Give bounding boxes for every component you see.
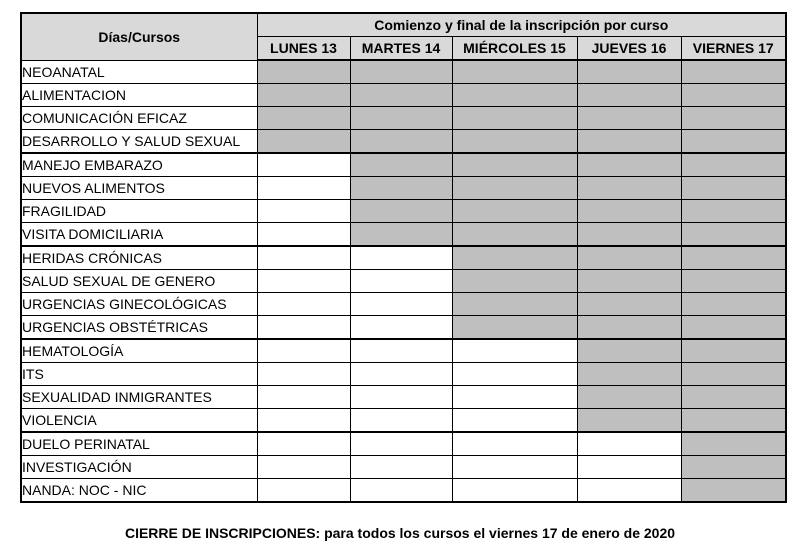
table-row <box>21 106 786 129</box>
enrollment-closed-cell <box>452 362 577 385</box>
group-header: Comienzo y final de la inscripción por curso <box>257 13 786 37</box>
enrollment-closed-cell <box>257 339 350 363</box>
enrollment-open-cell <box>350 153 452 177</box>
day-header-friday: VIERNES 17 <box>681 37 786 61</box>
course-name: SEXUALIDAD INMIGRANTES <box>21 385 257 408</box>
table-row <box>21 385 786 408</box>
enrollment-open-cell <box>452 129 577 153</box>
enrollment-closed-cell <box>577 455 681 478</box>
table-row <box>21 60 786 83</box>
enrollment-open-cell <box>577 385 681 408</box>
enrollment-open-cell <box>681 315 786 339</box>
enrollment-open-cell <box>257 83 350 106</box>
enrollment-closed-cell <box>452 455 577 478</box>
enrollment-schedule-table <box>20 12 787 503</box>
course-name: SALUD SEXUAL DE GENERO <box>21 269 257 292</box>
enrollment-open-cell <box>577 222 681 246</box>
enrollment-open-cell <box>452 269 577 292</box>
enrollment-closed-cell <box>257 292 350 315</box>
enrollment-closed-cell <box>350 315 452 339</box>
enrollment-closed-cell <box>350 339 452 363</box>
enrollment-open-cell <box>681 246 786 270</box>
enrollment-open-cell <box>681 478 786 502</box>
enrollment-closed-cell <box>257 432 350 456</box>
enrollment-closed-cell <box>257 199 350 222</box>
enrollment-open-cell <box>577 83 681 106</box>
enrollment-open-cell <box>681 106 786 129</box>
enrollment-closed-cell <box>350 455 452 478</box>
enrollment-closed-cell <box>577 478 681 502</box>
course-name: DUELO PERINATAL <box>21 432 257 456</box>
enrollment-closed-cell <box>350 478 452 502</box>
enrollment-open-cell <box>452 176 577 199</box>
enrollment-closed-cell <box>452 478 577 502</box>
table-row <box>21 432 786 456</box>
enrollment-closed-cell <box>257 478 350 502</box>
enrollment-closed-cell <box>577 432 681 456</box>
enrollment-open-cell <box>681 222 786 246</box>
enrollment-open-cell <box>452 315 577 339</box>
table-row <box>21 269 786 292</box>
enrollment-open-cell <box>577 176 681 199</box>
enrollment-open-cell <box>681 432 786 456</box>
course-name: INVESTIGACIÓN <box>21 455 257 478</box>
enrollment-closed-cell <box>350 269 452 292</box>
table-row <box>21 199 786 222</box>
day-header-monday: LUNES 13 <box>257 37 350 61</box>
enrollment-open-cell <box>350 129 452 153</box>
enrollment-open-cell <box>257 106 350 129</box>
course-name: DESARROLLO Y SALUD SEXUAL <box>21 129 257 153</box>
enrollment-closed-cell <box>257 362 350 385</box>
enrollment-open-cell <box>452 153 577 177</box>
enrollment-closing-note: CIERRE DE INSCRIPCIONES: para todos los cursos el viernes 17 de enero de 2020 <box>124 525 676 541</box>
enrollment-closed-cell <box>257 315 350 339</box>
enrollment-open-cell <box>350 106 452 129</box>
enrollment-open-cell <box>577 129 681 153</box>
enrollment-open-cell <box>577 339 681 363</box>
enrollment-open-cell <box>577 153 681 177</box>
table-row <box>21 478 786 502</box>
enrollment-open-cell <box>452 292 577 315</box>
course-name: NANDA: NOC - NIC <box>21 478 257 502</box>
table-row <box>21 339 786 363</box>
course-name: HERIDAS CRÓNICAS <box>21 246 257 270</box>
enrollment-open-cell <box>452 83 577 106</box>
course-name: VIOLENCIA <box>21 408 257 432</box>
enrollment-open-cell <box>257 129 350 153</box>
course-name: VISITA DOMICILIARIA <box>21 222 257 246</box>
enrollment-open-cell <box>577 60 681 83</box>
enrollment-open-cell <box>350 176 452 199</box>
enrollment-open-cell <box>681 129 786 153</box>
enrollment-closed-cell <box>350 362 452 385</box>
enrollment-closed-cell <box>452 339 577 363</box>
enrollment-open-cell <box>577 246 681 270</box>
table-row <box>21 129 786 153</box>
table-row <box>21 408 786 432</box>
enrollment-open-cell <box>681 199 786 222</box>
table-row <box>21 153 786 177</box>
enrollment-closed-cell <box>350 385 452 408</box>
course-name: FRAGILIDAD <box>21 199 257 222</box>
enrollment-open-cell <box>681 408 786 432</box>
enrollment-open-cell <box>681 176 786 199</box>
course-name: URGENCIAS OBSTÉTRICAS <box>21 315 257 339</box>
enrollment-closed-cell <box>257 176 350 199</box>
enrollment-closed-cell <box>452 385 577 408</box>
enrollment-closed-cell <box>257 246 350 270</box>
day-header-thursday: JUEVES 16 <box>577 37 681 61</box>
enrollment-open-cell <box>350 222 452 246</box>
enrollment-open-cell <box>257 60 350 83</box>
enrollment-closed-cell <box>350 408 452 432</box>
table-row <box>21 83 786 106</box>
enrollment-open-cell <box>350 199 452 222</box>
table-row <box>21 176 786 199</box>
course-name: ITS <box>21 362 257 385</box>
table-row <box>21 246 786 270</box>
enrollment-open-cell <box>681 385 786 408</box>
enrollment-closed-cell <box>452 432 577 456</box>
enrollment-open-cell <box>681 60 786 83</box>
corner-label: Días/Cursos <box>21 13 257 60</box>
enrollment-closed-cell <box>350 432 452 456</box>
enrollment-open-cell <box>681 83 786 106</box>
schedule-body <box>21 60 786 502</box>
course-name: MANEJO EMBARAZO <box>21 153 257 177</box>
enrollment-open-cell <box>577 106 681 129</box>
enrollment-open-cell <box>577 199 681 222</box>
enrollment-closed-cell <box>350 246 452 270</box>
enrollment-open-cell <box>577 292 681 315</box>
enrollment-closed-cell <box>452 408 577 432</box>
course-name: ALIMENTACION <box>21 83 257 106</box>
enrollment-closed-cell <box>257 455 350 478</box>
enrollment-closed-cell <box>257 385 350 408</box>
enrollment-closed-cell <box>257 269 350 292</box>
enrollment-open-cell <box>681 269 786 292</box>
enrollment-open-cell <box>452 106 577 129</box>
enrollment-closed-cell <box>257 153 350 177</box>
table-row <box>21 222 786 246</box>
enrollment-closed-cell <box>257 408 350 432</box>
course-name: URGENCIAS GINECOLÓGICAS <box>21 292 257 315</box>
enrollment-open-cell <box>452 246 577 270</box>
enrollment-open-cell <box>452 60 577 83</box>
course-name: NUEVOS ALIMENTOS <box>21 176 257 199</box>
enrollment-open-cell <box>350 60 452 83</box>
enrollment-open-cell <box>681 455 786 478</box>
enrollment-open-cell <box>452 222 577 246</box>
table-row <box>21 292 786 315</box>
enrollment-open-cell <box>681 292 786 315</box>
day-header-wednesday: MIÉRCOLES 15 <box>452 37 577 61</box>
enrollment-closed-cell <box>350 292 452 315</box>
enrollment-open-cell <box>577 408 681 432</box>
table-row <box>21 315 786 339</box>
enrollment-open-cell <box>350 83 452 106</box>
table-row <box>21 362 786 385</box>
course-name: COMUNICACIÓN EFICAZ <box>21 106 257 129</box>
day-header-tuesday: MARTES 14 <box>350 37 452 61</box>
enrollment-open-cell <box>681 153 786 177</box>
enrollment-closed-cell <box>257 222 350 246</box>
enrollment-open-cell <box>577 315 681 339</box>
enrollment-open-cell <box>452 199 577 222</box>
enrollment-open-cell <box>681 339 786 363</box>
enrollment-open-cell <box>681 362 786 385</box>
enrollment-open-cell <box>577 269 681 292</box>
course-name: HEMATOLOGÍA <box>21 339 257 363</box>
table-row <box>21 455 786 478</box>
enrollment-open-cell <box>577 362 681 385</box>
header-row-top <box>21 13 786 37</box>
course-name: NEOANATAL <box>21 60 257 83</box>
